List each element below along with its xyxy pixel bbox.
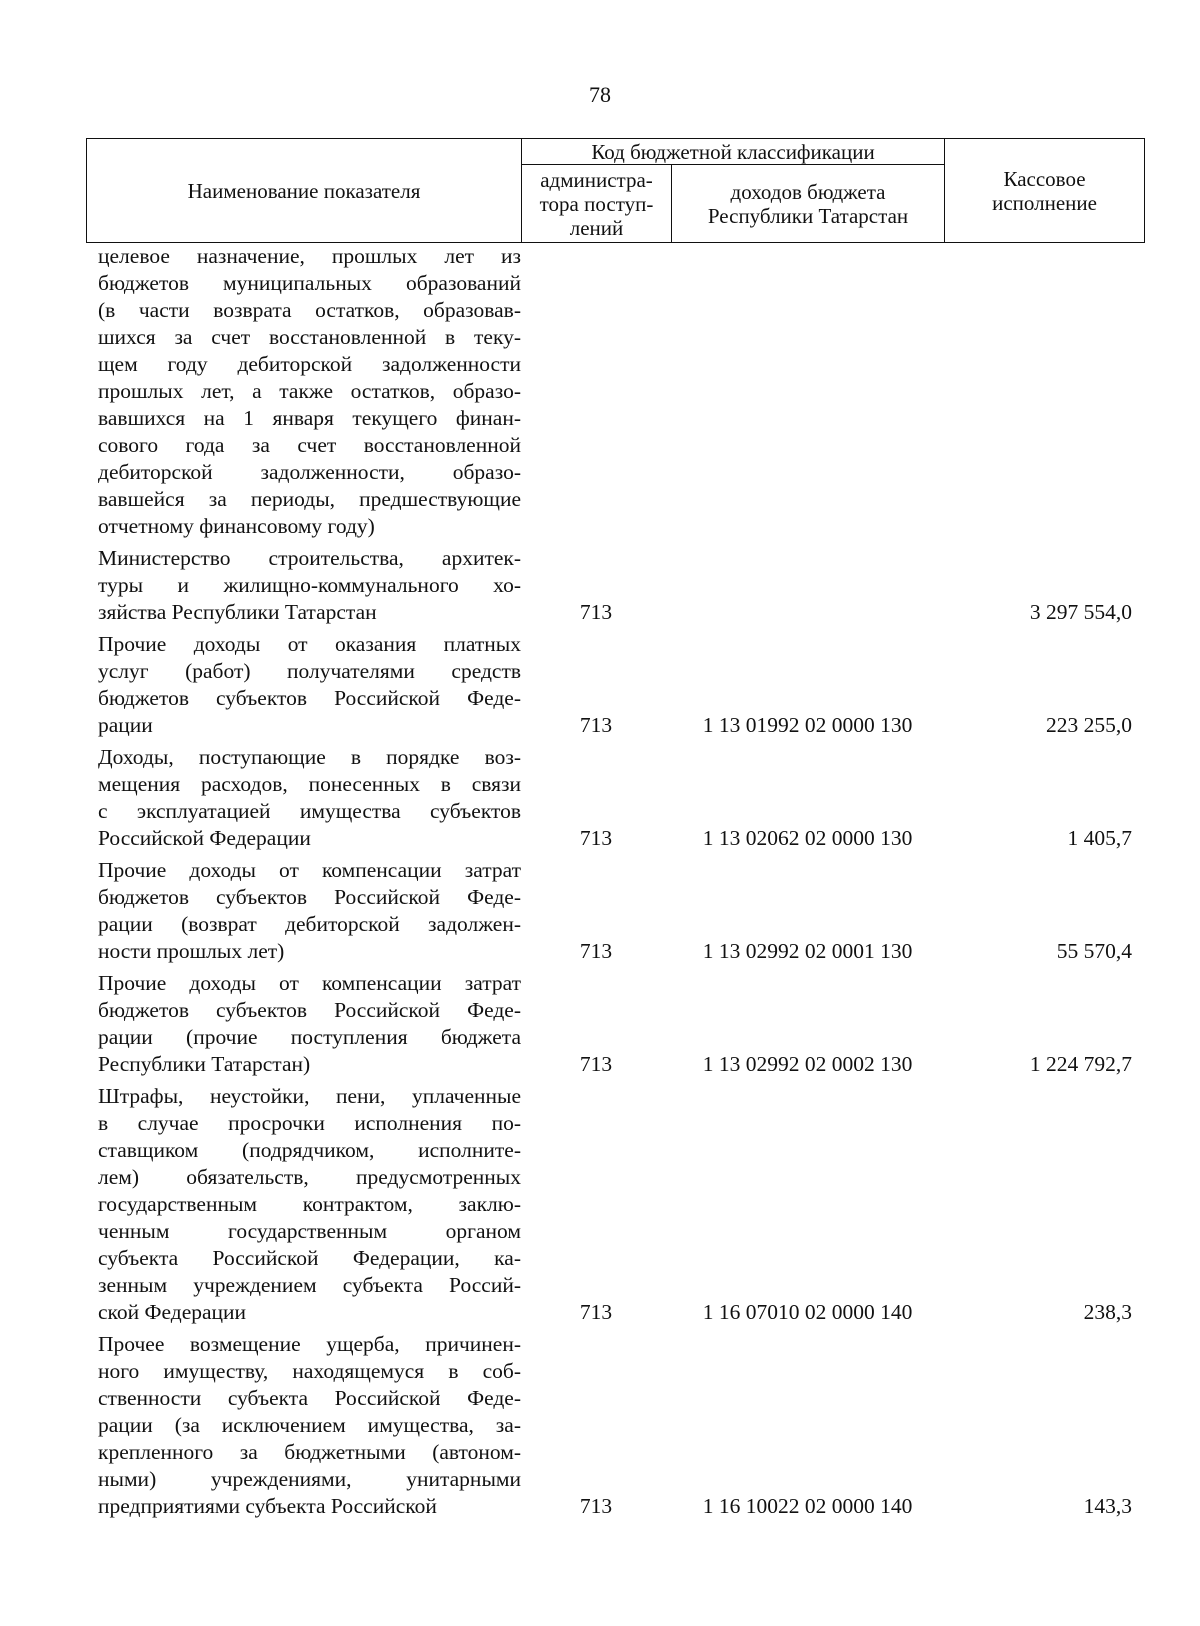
table-header xyxy=(86,138,1145,243)
indicator-name-line: услуг (работ) получателями средств xyxy=(98,659,521,683)
indicator-name-line: рации (за исключением имущества, за- xyxy=(98,1413,521,1437)
indicator-name-line: Российской Федерации xyxy=(98,826,311,850)
cash-execution-amount: 223 255,0 xyxy=(1046,713,1132,737)
cash-execution-amount: 55 570,4 xyxy=(1056,939,1132,963)
indicator-name-line: шихся за счет восстановленной в теку- xyxy=(98,325,521,349)
administrator-code: 713 xyxy=(579,1300,613,1324)
administrator-code: 713 xyxy=(579,939,613,963)
indicator-name-line: зенным учреждением субъекта Россий- xyxy=(98,1273,521,1297)
indicator-name-line: вавшейся за периоды, предшествующие xyxy=(98,487,521,511)
indicator-name-line: ности прошлых лет) xyxy=(98,939,285,963)
indicator-name xyxy=(86,1331,521,1520)
table-row xyxy=(86,857,1144,965)
indicator-name-line: рации xyxy=(98,713,153,737)
table-row xyxy=(86,970,1144,1078)
administrator-code: 713 xyxy=(579,1494,613,1518)
indicator-name xyxy=(86,857,521,965)
indicator-name-line: Прочие доходы от оказания платных xyxy=(98,632,521,656)
indicator-name-line: Прочие доходы от компенсации затрат xyxy=(98,971,521,995)
income-code: 1 13 01992 02 0000 130 xyxy=(702,713,913,737)
indicator-name-line: щем году дебиторской задолженности xyxy=(98,352,521,376)
indicator-name-line: Штрафы, неустойки, пени, уплаченные xyxy=(98,1084,521,1108)
indicator-name xyxy=(86,1083,521,1326)
table-row xyxy=(86,1083,1144,1326)
cash-execution-amount: 238,3 xyxy=(1083,1300,1132,1324)
administrator-code: 713 xyxy=(579,826,613,850)
cash-execution-amount: 1 224 792,7 xyxy=(1029,1052,1132,1076)
income-code: 1 16 10022 02 0000 140 xyxy=(702,1494,913,1518)
indicator-name-line: сового года за счет восстановленной xyxy=(98,433,521,457)
indicator-name-line: целевое назначение, прошлых лет из xyxy=(98,244,521,268)
indicator-name-line: туры и жилищно-коммунального хо- xyxy=(98,573,521,597)
page-number: 78 xyxy=(589,82,611,107)
header-indicator-name: Наименование показателя xyxy=(87,139,522,243)
indicator-name-line: мещения расходов, понесенных в связи xyxy=(98,772,521,796)
header-administrator: администра- тора поступ- лений xyxy=(522,165,672,243)
indicator-name xyxy=(86,243,521,540)
indicator-name-line: ственности субъекта Российской Феде- xyxy=(98,1386,521,1410)
income-code: 1 13 02062 02 0000 130 xyxy=(702,826,913,850)
indicator-name-line: дебиторской задолженности, образо- xyxy=(98,460,521,484)
indicator-name-line: Прочие доходы от компенсации затрат xyxy=(98,858,521,882)
table-row xyxy=(86,1331,1144,1520)
indicator-name-line: государственным контрактом, заклю- xyxy=(98,1192,521,1216)
cash-execution-amount: 143,3 xyxy=(1083,1494,1132,1518)
income-code: 1 13 02992 02 0002 130 xyxy=(702,1052,913,1076)
indicator-name-line: зяйства Республики Татарстан xyxy=(98,600,377,624)
indicator-name-line: рации (прочие поступления бюджета xyxy=(98,1025,521,1049)
indicator-name-line: бюджетов субъектов Российской Феде- xyxy=(98,686,521,710)
table-row xyxy=(86,744,1144,852)
indicator-name-line: Прочее возмещение ущерба, причинен- xyxy=(98,1332,521,1356)
indicator-name xyxy=(86,970,521,1078)
indicator-name-line: ченным государственным органом xyxy=(98,1219,521,1243)
indicator-name xyxy=(86,744,521,852)
indicator-name-line: отчетному финансовому году) xyxy=(98,514,375,538)
header-income-code: доходов бюджета Республики Татарстан xyxy=(672,165,945,243)
indicator-name-line: бюджетов субъектов Российской Феде- xyxy=(98,885,521,909)
indicator-name-line: Доходы, поступающие в порядке воз- xyxy=(98,745,521,769)
indicator-name-line: рации (возврат дебиторской задолжен- xyxy=(98,912,521,936)
indicator-name-line: лем) обязательств, предусмотренных xyxy=(98,1165,521,1189)
indicator-name-line: бюджетов муниципальных образований xyxy=(98,271,521,295)
income-code: 1 13 02992 02 0001 130 xyxy=(702,939,913,963)
cash-execution-amount: 3 297 554,0 xyxy=(1029,600,1132,624)
header-classification-code: Код бюджетной классификации xyxy=(522,139,945,165)
indicator-name-line: крепленного за бюджетными (автоном- xyxy=(98,1440,521,1464)
indicator-name-line: субъекта Российской Федерации, ка- xyxy=(98,1246,521,1270)
cash-execution-amount: 1 405,7 xyxy=(1067,826,1132,850)
indicator-name-line: предприятиями субъекта Российской xyxy=(98,1494,437,1518)
indicator-name-line: Республики Татарстан) xyxy=(98,1052,311,1076)
administrator-code: 713 xyxy=(579,713,613,737)
administrator-code: 713 xyxy=(579,1052,613,1076)
table-row xyxy=(86,631,1144,739)
indicator-name-line: ставщиком (подрядчиком, исполните- xyxy=(98,1138,521,1162)
indicator-name-line: ными) учреждениями, унитарными xyxy=(98,1467,521,1491)
header-cash-execution: Кассовое исполнение xyxy=(945,139,1145,243)
indicator-name-line: ного имуществу, находящемуся в соб- xyxy=(98,1359,521,1383)
budget-table xyxy=(86,138,1144,1525)
administrator-code: 713 xyxy=(579,600,613,624)
indicator-name-line: в случае просрочки исполнения по- xyxy=(98,1111,521,1135)
indicator-name-line: ской Федерации xyxy=(98,1300,247,1324)
indicator-name-line: вавшихся на 1 января текущего финан- xyxy=(98,406,521,430)
indicator-name-line: с эксплуатацией имущества субъектов xyxy=(98,799,521,823)
indicator-name xyxy=(86,545,521,626)
table-body xyxy=(86,243,1144,1520)
indicator-name-line: прошлых лет, а также остатков, образо- xyxy=(98,379,521,403)
table-row xyxy=(86,545,1144,626)
income-code: 1 16 07010 02 0000 140 xyxy=(702,1300,913,1324)
indicator-name-line: (в части возврата остатков, образовав- xyxy=(98,298,521,322)
indicator-name-line: Министерство строительства, архитек- xyxy=(98,546,521,570)
indicator-name-line: бюджетов субъектов Российской Феде- xyxy=(98,998,521,1022)
indicator-name xyxy=(86,631,521,739)
table-row xyxy=(86,243,1144,540)
